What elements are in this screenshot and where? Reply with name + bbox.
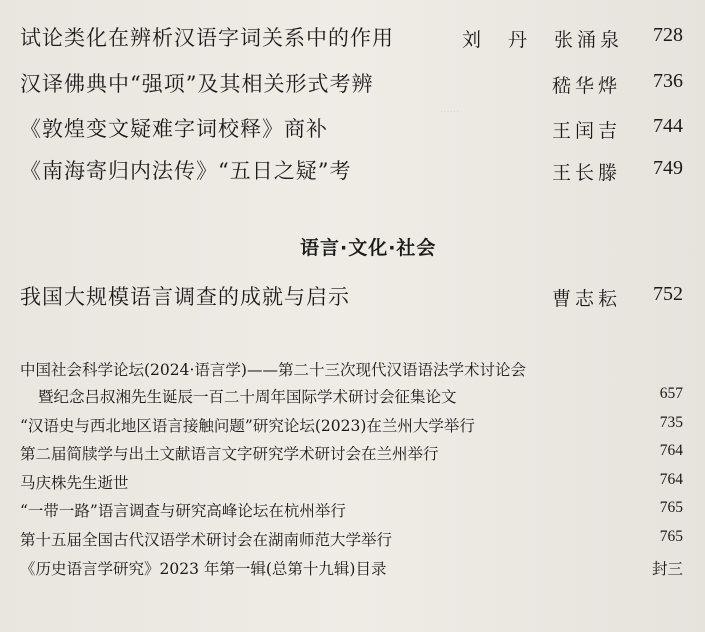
- entry-page: 752: [653, 283, 683, 305]
- notice-page: 735: [659, 414, 683, 431]
- entry-page: 736: [653, 70, 683, 92]
- notice-title: 中国社会科学论坛(2024·语言学)——第二十三次现代汉语语法学术讨论会: [20, 361, 526, 379]
- notice-title: 《历史语言学研究》2023 年第一辑(总第十九辑)目录: [20, 560, 387, 578]
- entry-title: 《南海寄归内法传》“五日之疑”考: [20, 159, 352, 183]
- entry-page: 749: [653, 157, 683, 179]
- entry-page: 728: [653, 24, 683, 46]
- notice-title: “一带一路”语言调查与研究高峰论坛在杭州举行: [20, 502, 346, 520]
- notice-page: 765: [659, 499, 683, 516]
- notice-title-continued: 暨纪念吕叔湘先生诞辰一百二十周年国际学术研讨会征集论文: [38, 388, 457, 406]
- entry-author: 刘 丹 张涌泉: [462, 29, 624, 51]
- entry-title: 汉译佛典中“强项”及其相关形式考辨: [20, 72, 374, 96]
- notice-title: 第二届简牍学与出土文献语言文字研究学术研讨会在兰州举行: [20, 445, 439, 463]
- notice-page: 657: [659, 385, 683, 402]
- entry-author: 嵇华烨: [552, 75, 622, 97]
- entry-title: 我国大规模语言调查的成就与启示: [20, 285, 350, 309]
- notice-title: 马庆株先生逝世: [20, 474, 129, 492]
- notice-page: 764: [659, 471, 683, 488]
- notice-page: 765: [659, 528, 683, 545]
- entry-author: 王闰吉: [552, 120, 622, 142]
- entry-author: 王长滕: [552, 162, 622, 184]
- entry-author: 曹志耘: [552, 288, 622, 310]
- notice-title: “汉语史与西北地区语言接触问题”研究论坛(2023)在兰州大学举行: [20, 417, 475, 435]
- notice-page: 764: [659, 442, 683, 459]
- entry-title: 《敦煌变文疑难字词校释》商补: [20, 117, 328, 141]
- entry-page: 744: [653, 115, 683, 137]
- notice-title: 第十五届全国古代汉语学术研讨会在湖南师范大学举行: [20, 531, 393, 549]
- notice-page: 封三: [651, 561, 683, 578]
- section-heading: 语言·文化·社会: [300, 237, 437, 259]
- entry-title: 试论类化在辨析汉语字词关系中的作用: [20, 26, 394, 50]
- bleed-through-text: ......: [440, 100, 460, 115]
